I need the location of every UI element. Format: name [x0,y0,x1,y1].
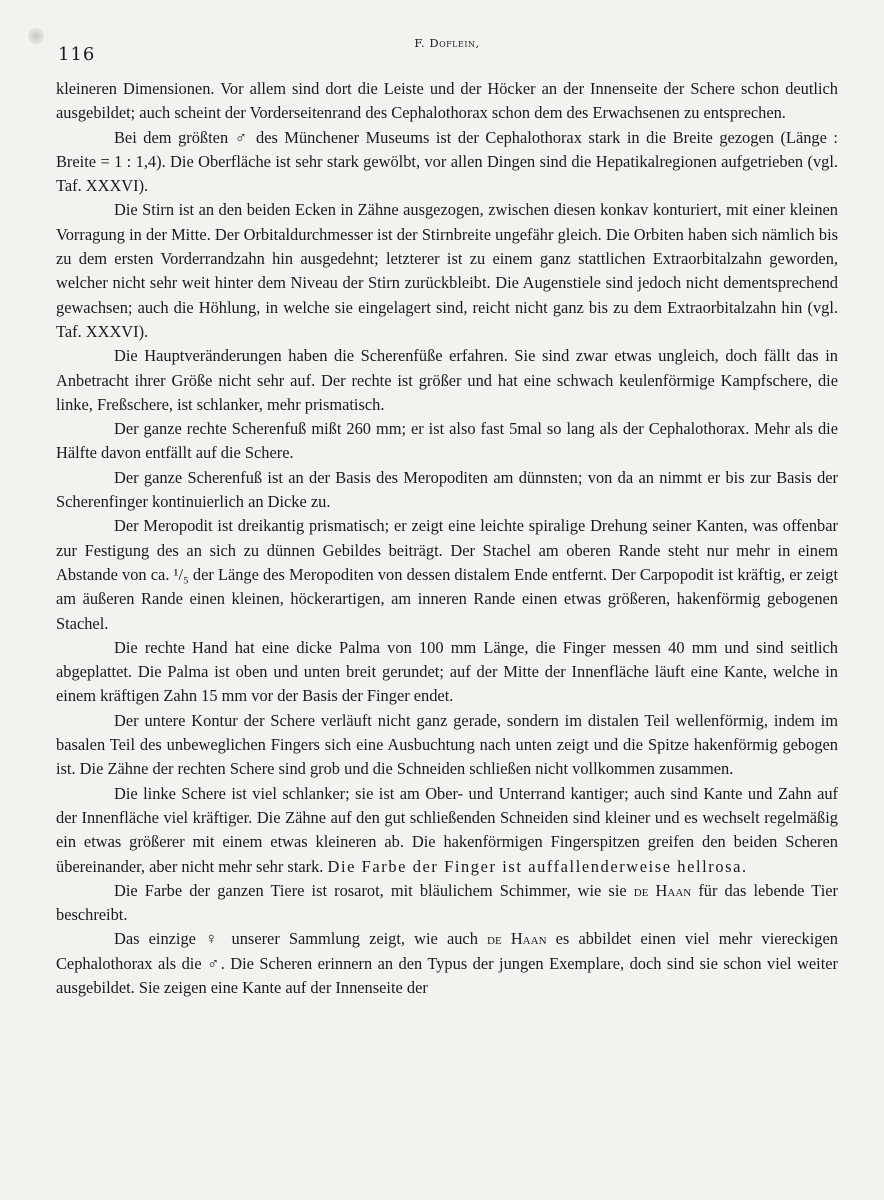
paragraph-text: Der untere Kontur der Schere verläuft nicht ganz gerade, sondern im distalen Teil wellenförmig, indem im basalen Teil des unbeweglichen Fingers sich eine Ausbuchtung nach unten zeigt und die Spitze hakenförmig gebogen ist. Die Zähne der rechten Schere sind grob und die Schneiden schließen nicht vollkommen zusammen. [56,710,838,779]
paragraph-text: Bei dem größten ♂ des Münchener Museums ist der Cephalothorax stark in die Breite gezogen (Länge : Breite = 1 : 1,4). Die Oberfläche ist sehr stark gewölbt, vor allen Dingen sind die Hepatikalregionen aufgetrieben (vgl. Taf. XXXVI). [56,127,838,196]
paragraph-1 [56,77,838,126]
paragraph-text: für das lebende Tier beschreibt. [56,880,838,925]
scan-smudge [28,28,44,44]
author-name: de Haan [633,880,692,900]
document-page [56,36,838,1176]
paragraph-5 [56,417,838,466]
paragraph-text: Die Stirn ist an den beiden Ecken in Zähne ausgezogen, zwischen diesen konkav konturiert, mit einer kleinen Vorragung in der Mitte. Der Orbitaldurchmesser ist der Stirnbreite ungefähr gleich. Die Orbiten haben sich nämlich bis zu dem ersten Vorderrandzahn hin ausgedehnt; letzterer ist zu einem ganz stattlichen Extraorbitalzahn geworden, welcher nicht sehr weit hinter dem Niveau der Stirn zurückbleibt. Die Augenstiele sind jedoch nicht dementsprechend gewachsen; auch die Höhlung, in welche sie eingelagert sind, reicht nicht ganz bis zu dem Extraorbitalzahn hin (vgl. Taf. XXXVI). [56,200,838,341]
paragraph-3 [56,198,838,344]
paragraph-text: Der ganze Scherenfuß ist an der Basis des Meropoditen am dünnsten; von da an nimmt er bis zur Basis der Scherenfinger kontinuierlich an Dicke zu. [56,467,838,512]
body-text [56,77,838,1000]
paragraph-6 [56,466,838,515]
paragraph-11 [56,879,838,928]
paragraph-4 [56,344,838,417]
paragraph-text: Die Farbe der ganzen Tiere ist rosarot, mit bläulichem Schimmer, wie sie [114,880,627,900]
spaced-emphasis: Die Farbe der Finger ist auffallenderweise hellrosa. [327,856,748,876]
author-name: de Haan [487,929,547,949]
paragraph-text: Der Meropodit ist dreikantig prismatisch; er zeigt eine leichte spiralige Drehung seiner Kanten, was offenbar zur Festigung des an sich zu dünnen Gebildes beiträgt. Der Stachel am oberen Rande steht nur mehr in einem Abstande von ca. ¹/₅ der Länge des Meropoditen von dessen distalem Ende entfernt. Der Carpopodit ist kräftig, er zeigt am äußeren Rande einen kleinen, höckerartigen, am inneren Rande einen etwas größeren, hakenförmig gebogenen Stachel. [56,516,838,633]
paragraph-9 [56,709,838,782]
paragraph-text: kleineren Dimensionen. Vor allem sind dort die Leiste und der Höcker an der Innenseite der Schere schon deutlich ausgebildet; auch scheint der Vorderseitenrand des Cephalothorax schon dem des Erwachsenen zu entsprechen. [56,79,838,123]
page-header [56,36,838,74]
paragraph-12 [56,927,838,1000]
paragraph-text: Das einzige ♀ unserer Sammlung zeigt, wie auch [114,929,478,949]
paragraph-text: Die Hauptveränderungen haben die Scherenfüße erfahren. Sie sind zwar etwas ungleich, doch fällt das in Anbetracht ihrer Größe nicht sehr auf. Der rechte ist größer und hat eine schwach keulenförmige Kampfschere, die linke, Freßschere, ist schlanker, mehr prismatisch. [56,346,838,414]
paragraph-text: es abbildet einen viel mehr viereckigen Cephalothorax als die ♂. Die Scheren erinnern an den Typus der jungen Exemplare, doch sind sie schon viel weiter ausgebildet. Sie zeigen eine Kante auf der Innenseite der [56,929,838,997]
paragraph-10 [56,782,838,879]
paragraph-text: Die linke Schere ist viel schlanker; sie ist am Ober- und Unterrand kantiger; auch sind Kante und Zahn auf der Innenfläche viel kräftiger. Die Zähne auf den gut schließenden Schneiden sind kleiner und es wechselt regelmäßig ein etwas größerer mit einem etwas kleineren ab. Die hakenförmigen Fingerspitzen greifen den beiden Scheren übereinander, aber nicht mehr sehr stark. [56,783,838,876]
paragraph-7 [56,514,838,635]
paragraph-text: Der ganze rechte Scherenfuß mißt 260 mm; er ist also fast 5mal so lang als der Cephalothorax. Mehr als die Hälfte davon entfällt auf die Schere. [56,419,838,463]
paragraph-8 [56,636,838,709]
running-head: F. Doflein, [414,36,480,50]
page-number: 116 [58,44,96,65]
paragraph-2 [56,126,838,199]
paragraph-text: Die rechte Hand hat eine dicke Palma von 100 mm Länge, die Finger messen 40 mm und sind seitlich abgeplattet. Die Palma ist oben und unten breit gerundet; auf der Mitte der Innenfläche läuft eine Kante, welche in einem kräftigen Zahn 15 mm vor der Basis der Finger endet. [56,637,838,706]
